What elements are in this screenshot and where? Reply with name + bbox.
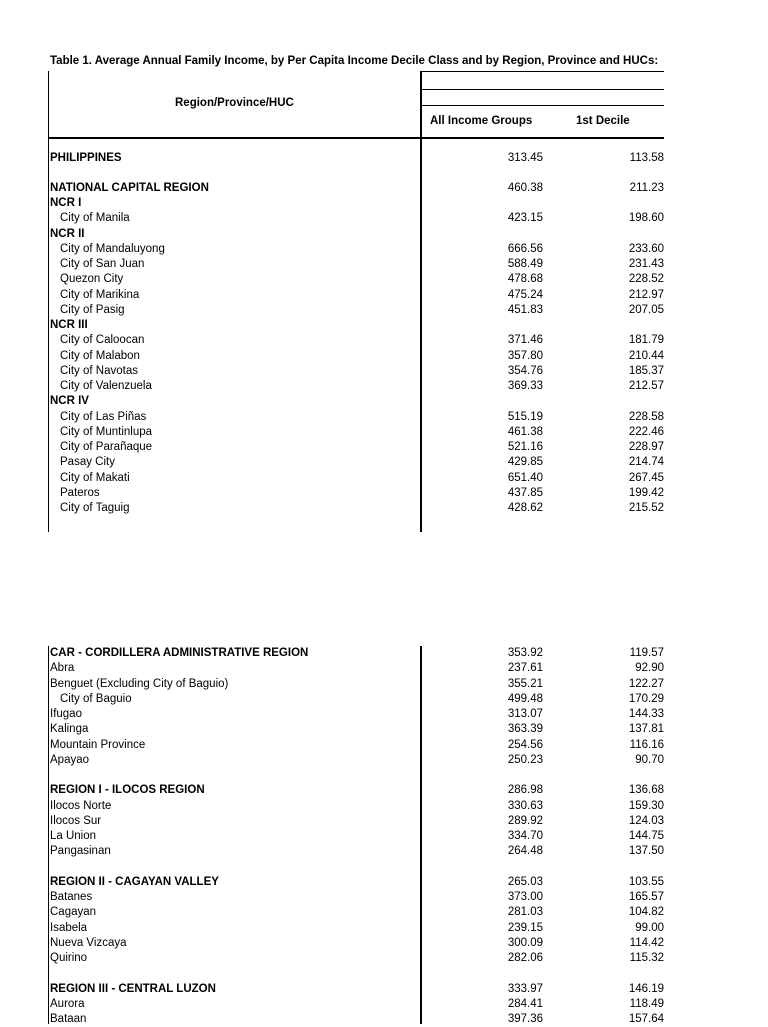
header-top-rule (421, 71, 664, 72)
first-decile-value: 122.27 (628, 677, 664, 690)
row-label: City of Taguig (60, 502, 130, 514)
row-label: Aurora (50, 997, 85, 1010)
table-row (50, 471, 664, 486)
table-row (50, 692, 664, 707)
table-row (50, 783, 664, 798)
all-income-value: 282.06 (507, 952, 543, 964)
table-row (50, 722, 664, 737)
all-income-value: 355.21 (507, 677, 543, 690)
first-decile-value: 212.97 (628, 288, 664, 301)
row-label: City of Baguio (60, 692, 132, 705)
row-label: City of Mandaluyong (60, 242, 165, 255)
first-decile-value: 165.57 (628, 891, 664, 903)
all-income-value: 363.39 (507, 723, 543, 736)
table-row (50, 318, 664, 333)
table-row (50, 646, 664, 661)
all-income-value: 451.83 (507, 303, 543, 316)
table-row (50, 738, 664, 753)
table-row (50, 486, 664, 501)
row-label: Batanes (50, 891, 93, 903)
row-label: CAR - CORDILLERA ADMINISTRATIVE REGION (50, 647, 309, 659)
all-income-value: 265.03 (507, 875, 543, 888)
all-income-value: 521.16 (507, 441, 543, 453)
row-label: PHILIPPINES (50, 152, 122, 164)
table-row (50, 1012, 664, 1027)
all-income-value: 369.33 (507, 380, 543, 392)
table-row (50, 333, 664, 348)
first-decile-value: 228.58 (628, 410, 664, 423)
all-income-value: 397.36 (507, 1013, 543, 1025)
first-decile-value: 170.29 (628, 692, 664, 705)
table-row (50, 181, 664, 196)
row-label: La Union (50, 830, 97, 842)
first-decile-value: 233.60 (628, 242, 664, 255)
first-decile-value: 92.90 (635, 662, 664, 675)
all-income-value: 281.03 (507, 906, 543, 919)
all-income-value: 373.00 (507, 891, 543, 903)
all-income-value: 239.15 (507, 921, 543, 934)
first-decile-value: 99.00 (635, 921, 664, 934)
all-income-value: 371.46 (507, 334, 543, 347)
table-row (50, 951, 664, 966)
first-decile-value: 214.74 (628, 456, 664, 469)
table-row (50, 242, 664, 257)
first-decile-value: 124.03 (628, 814, 664, 827)
first-decile-value: 198.60 (628, 212, 664, 225)
row-label: City of Manila (60, 212, 130, 225)
row-label: Quirino (50, 952, 88, 964)
table-row (50, 151, 664, 166)
left-border-1 (48, 71, 49, 532)
first-decile-value: 207.05 (628, 303, 664, 316)
first-decile-value: 159.30 (628, 799, 664, 812)
table-row (50, 349, 664, 364)
table-title: Table 1. Average Annual Family Income, by Per Capita Income Decile Class and by Region, Province and HUCs: (50, 55, 659, 67)
row-label: Isabela (50, 921, 88, 934)
table-row (50, 814, 664, 829)
row-label: City of San Juan (60, 258, 145, 270)
first-decile-value: 181.79 (628, 334, 664, 347)
all-income-value: 254.56 (507, 738, 543, 751)
first-decile-value: 103.55 (628, 875, 664, 888)
table-row (50, 921, 664, 936)
row-label: Abra (50, 662, 75, 675)
left-border-2 (48, 646, 49, 1024)
first-decile-value: 228.97 (628, 441, 664, 453)
row-label: Pateros (60, 486, 100, 499)
first-decile-value: 211.23 (629, 182, 664, 194)
table-row (50, 753, 664, 768)
row-label: Mountain Province (50, 738, 146, 751)
row-label: Cagayan (50, 906, 97, 919)
table-row (50, 905, 664, 920)
first-decile-value: 137.81 (628, 723, 664, 736)
all-income-value: 333.97 (507, 982, 543, 995)
row-label: REGION III - CENTRAL LUZON (50, 982, 216, 995)
row-label: City of Caloocan (60, 334, 145, 347)
all-income-value: 284.41 (507, 997, 543, 1010)
first-decile-value: 215.52 (628, 502, 664, 514)
header-bottom-rule (48, 137, 664, 139)
row-label: Kalinga (50, 723, 89, 736)
row-label: Ilocos Norte (50, 799, 112, 812)
all-income-value: 300.09 (507, 936, 543, 949)
first-decile-value: 157.64 (628, 1013, 664, 1025)
all-income-value: 437.85 (507, 486, 543, 499)
row-label: Pangasinan (50, 845, 111, 858)
row-label: City of Valenzuela (60, 380, 152, 392)
table-row (50, 227, 664, 242)
row-label: Bataan (50, 1013, 87, 1025)
table-row (50, 257, 664, 272)
first-decile-value: 267.45 (628, 471, 664, 484)
all-income-value: 515.19 (507, 410, 543, 423)
first-decile-value: 199.42 (628, 486, 664, 499)
all-income-column-header: All Income Groups (430, 115, 533, 127)
table-row (50, 364, 664, 379)
table-row (50, 394, 664, 409)
table-row (50, 303, 664, 318)
first-decile-value: 144.75 (628, 830, 664, 842)
row-label: City of Parañaque (60, 441, 153, 453)
all-income-value: 475.24 (507, 288, 543, 301)
row-label: Ilocos Sur (50, 814, 102, 827)
first-decile-value: 118.49 (629, 997, 664, 1010)
all-income-value: 354.76 (507, 364, 543, 377)
row-label: NATIONAL CAPITAL REGION (50, 182, 209, 194)
first-decile-value: 228.52 (628, 273, 664, 286)
first-decile-value: 144.33 (628, 708, 664, 720)
table-row (50, 196, 664, 211)
row-label: City of Muntinlupa (60, 425, 153, 438)
table-row (50, 982, 664, 997)
table-row (50, 936, 664, 951)
table-row (50, 707, 664, 722)
all-income-value: 460.38 (507, 182, 543, 194)
row-label: Ifugao (50, 708, 82, 720)
all-income-value: 286.98 (507, 784, 543, 797)
first-decile-value: 136.68 (628, 784, 664, 797)
table-row (50, 440, 664, 455)
row-label: NCR I (50, 197, 82, 209)
first-decile-value: 119.57 (629, 647, 664, 659)
row-label: Pasay City (60, 456, 115, 469)
all-income-value: 429.85 (507, 456, 543, 469)
table-row (50, 379, 664, 394)
all-income-value: 588.49 (507, 258, 543, 270)
first-decile-value: 113.58 (629, 152, 664, 164)
all-income-value: 666.56 (507, 242, 543, 255)
all-income-value: 334.70 (507, 830, 543, 842)
table-row (50, 997, 664, 1012)
all-income-value: 499.48 (507, 692, 543, 705)
row-label: City of Malabon (60, 349, 140, 362)
row-label: Apayao (50, 753, 90, 766)
first-decile-value: 185.37 (628, 364, 664, 377)
table-row (50, 875, 664, 890)
row-label: City of Las Piñas (60, 410, 147, 423)
all-income-value: 423.15 (507, 212, 543, 225)
header-mid-rule-2 (421, 105, 664, 106)
all-income-value: 313.07 (507, 708, 543, 720)
all-income-value: 250.23 (507, 753, 543, 766)
all-income-value: 428.62 (507, 502, 543, 514)
first-decile-value: 146.19 (628, 982, 664, 995)
table-row (50, 799, 664, 814)
all-income-value: 461.38 (507, 425, 543, 438)
row-label: City of Pasig (60, 303, 125, 316)
all-income-value: 651.40 (507, 471, 543, 484)
table-row (50, 677, 664, 692)
row-label: NCR IV (50, 395, 89, 408)
table-row (50, 829, 664, 844)
first-decile-value: 115.32 (629, 952, 664, 964)
first-decile-value: 104.82 (628, 906, 664, 919)
all-income-value: 357.80 (507, 349, 543, 362)
first-decile-column-header: 1st Decile (576, 115, 630, 127)
first-decile-value: 137.50 (628, 845, 664, 858)
first-decile-value: 231.43 (628, 258, 664, 270)
first-decile-value: 114.42 (629, 936, 664, 949)
all-income-value: 313.45 (507, 152, 543, 164)
table-row (50, 661, 664, 676)
table-row (50, 501, 664, 516)
row-label: City of Marikina (60, 288, 140, 301)
table-row (50, 410, 664, 425)
first-decile-value: 212.57 (628, 380, 664, 392)
table-row (50, 272, 664, 287)
region-column-header: Region/Province/HUC (175, 97, 294, 109)
table-row (50, 890, 664, 905)
row-label: REGION I - ILOCOS REGION (50, 784, 205, 797)
all-income-value: 353.92 (507, 647, 543, 659)
all-income-value: 478.68 (507, 273, 543, 286)
table-row (50, 288, 664, 303)
first-decile-value: 90.70 (635, 753, 664, 766)
row-label: Benguet (Excluding City of Baguio) (50, 677, 229, 690)
row-label: NCR III (50, 319, 88, 331)
all-income-value: 264.48 (507, 845, 543, 858)
first-decile-value: 116.16 (629, 738, 664, 751)
table-row (50, 844, 664, 859)
row-label: City of Makati (60, 471, 130, 484)
header-mid-rule-1 (421, 89, 664, 90)
first-decile-value: 222.46 (628, 425, 664, 438)
all-income-value: 237.61 (507, 662, 543, 675)
row-label: REGION II - CAGAYAN VALLEY (50, 875, 219, 888)
table-row (50, 211, 664, 226)
all-income-value: 330.63 (507, 799, 543, 812)
table-row (50, 455, 664, 470)
all-income-value: 289.92 (507, 814, 543, 827)
table-row (50, 425, 664, 440)
row-label: NCR II (50, 227, 85, 240)
row-label: Quezon City (60, 273, 124, 286)
row-label: City of Navotas (60, 364, 138, 377)
first-decile-value: 210.44 (628, 349, 664, 362)
row-label: Nueva Vizcaya (50, 936, 127, 949)
